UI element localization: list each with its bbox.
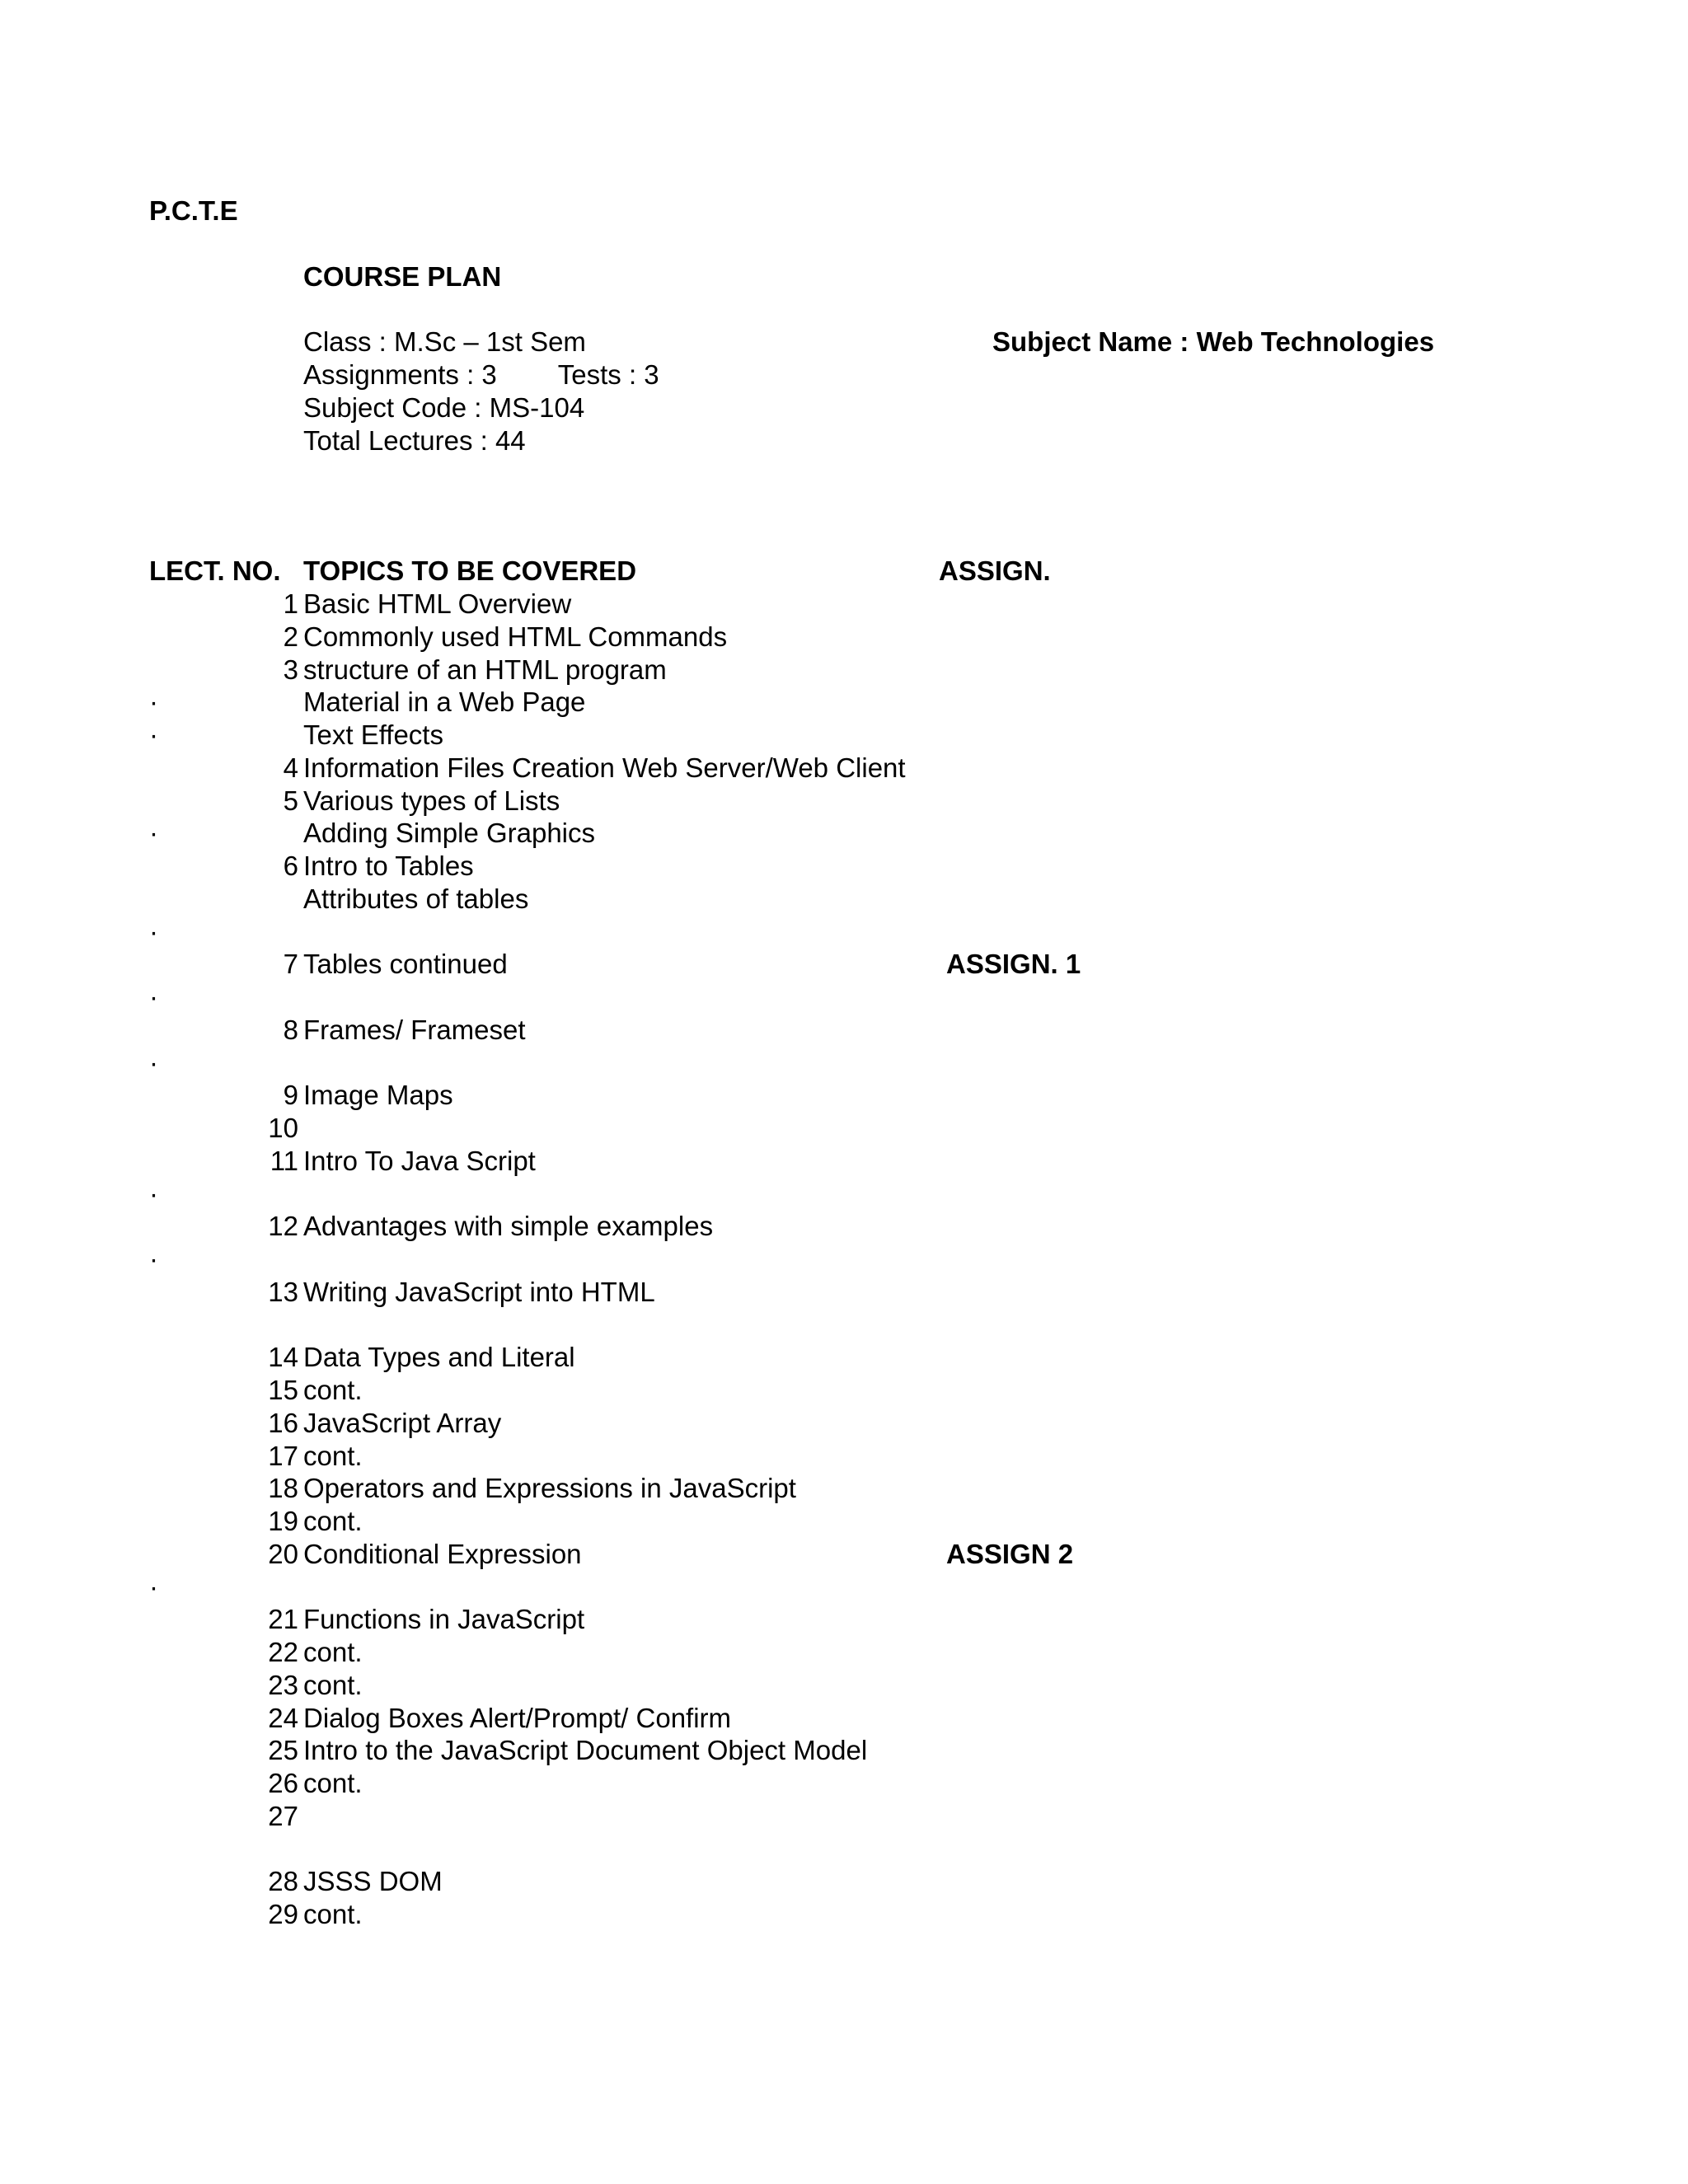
lecture-topic: cont. [303, 1768, 363, 1798]
lecture-topic: Dialog Boxes Alert/Prompt/ Confirm [303, 1702, 732, 1733]
row-bullet: · [149, 916, 158, 947]
table-row [0, 916, 1688, 949]
lecture-topic: structure of an HTML program [303, 654, 667, 685]
tests-count: Tests : 3 [557, 359, 659, 390]
lecture-topic: cont. [303, 1440, 363, 1471]
assignment-marker: ASSIGN. 1 [946, 949, 1081, 980]
table-row [0, 1800, 1688, 1833]
table-row [0, 1276, 1688, 1309]
subject-name: Subject Name : Web Technologies [992, 326, 1435, 357]
row-bullet: · [149, 1178, 158, 1209]
lecture-number: 22 [268, 1637, 298, 1667]
table-row [0, 752, 1688, 785]
table-row [0, 1505, 1688, 1538]
table-row [0, 1374, 1688, 1407]
table-row [0, 621, 1688, 654]
lecture-topic: JSSS DOM [303, 1866, 443, 1897]
column-header-topics: TOPICS TO BE COVERED [303, 555, 637, 586]
lecture-number: 28 [268, 1866, 298, 1897]
lecture-topic: Tables continued [303, 949, 508, 980]
table-row [0, 1407, 1688, 1440]
lecture-number: 27 [268, 1800, 298, 1831]
lecture-topic: cont. [303, 1637, 363, 1667]
assignments-tests-line [303, 359, 659, 391]
lecture-topic: Intro to the JavaScript Document Object Model [303, 1735, 868, 1766]
lecture-topic: Operators and Expressions in JavaScript [303, 1473, 796, 1504]
table-row [0, 1538, 1688, 1571]
lecture-number: 14 [268, 1342, 298, 1373]
column-header-lect-no: LECT. NO. [149, 555, 281, 586]
table-row [0, 1636, 1688, 1669]
lecture-topic: Text Effects [303, 719, 443, 750]
lecture-topic: Material in a Web Page [303, 687, 586, 718]
table-row [0, 1833, 1688, 1866]
lecture-topic: Various types of Lists [303, 785, 560, 816]
table-row [0, 1014, 1688, 1047]
lecture-topic: Intro to Tables [303, 851, 474, 881]
lecture-topic: Commonly used HTML Commands [303, 621, 728, 652]
lecture-number: 26 [268, 1768, 298, 1798]
table-row [0, 850, 1688, 883]
course-info [303, 326, 659, 457]
row-bullet: · [149, 687, 158, 718]
table-row [0, 817, 1688, 850]
table-row [0, 1472, 1688, 1505]
lecture-topic: Functions in JavaScript [303, 1604, 585, 1635]
lecture-topic: cont. [303, 1375, 363, 1405]
row-bullet: · [149, 1571, 158, 1602]
lecture-number: 29 [268, 1899, 298, 1929]
table-row [0, 1767, 1688, 1800]
lecture-number: 9 [283, 1080, 298, 1111]
table-row [0, 981, 1688, 1014]
lecture-topic: JavaScript Array [303, 1407, 502, 1438]
lecture-number: 21 [268, 1604, 298, 1635]
row-bullet: · [149, 818, 158, 849]
lecture-topic: cont. [303, 1669, 363, 1700]
table-row [0, 1571, 1688, 1604]
lecture-number: 15 [268, 1375, 298, 1405]
lecture-number: 24 [268, 1702, 298, 1733]
lecture-number: 2 [283, 621, 298, 652]
lecture-number: 20 [268, 1538, 298, 1569]
lecture-topic: Advantages with simple examples [303, 1211, 714, 1242]
lecture-number: 6 [283, 851, 298, 881]
lecture-topic: Attributes of tables [303, 883, 529, 914]
table-row [0, 1734, 1688, 1767]
row-bullet: · [149, 1244, 158, 1274]
lecture-number: 13 [268, 1276, 298, 1307]
lecture-topic: Writing JavaScript into HTML [303, 1276, 655, 1307]
lecture-topic: Image Maps [303, 1080, 453, 1111]
class-info: Class : M.Sc – 1st Sem [303, 326, 586, 357]
lecture-number: 8 [283, 1014, 298, 1045]
row-bullet: · [149, 1047, 158, 1078]
total-lectures: Total Lectures : 44 [303, 425, 526, 456]
institute-name: P.C.T.E [149, 195, 238, 226]
table-row [0, 1243, 1688, 1276]
lecture-topic: Data Types and Literal [303, 1342, 575, 1373]
row-bullet: · [149, 982, 158, 1012]
lecture-number: 11 [270, 1145, 298, 1176]
lecture-topic: Adding Simple Graphics [303, 818, 596, 849]
table-row [0, 1865, 1688, 1898]
table-row [0, 1440, 1688, 1473]
lecture-number: 25 [268, 1735, 298, 1766]
lecture-number: 18 [268, 1473, 298, 1504]
table-row [0, 1309, 1688, 1342]
table-row [0, 588, 1688, 621]
table-row [0, 948, 1688, 981]
lecture-topic: Basic HTML Overview [303, 588, 572, 619]
lecture-number: 1 [283, 588, 298, 619]
lecture-number: 23 [268, 1669, 298, 1700]
table-row [0, 1898, 1688, 1931]
table-row [0, 1079, 1688, 1112]
lecture-number: 4 [283, 752, 298, 783]
table-row [0, 1669, 1688, 1702]
lecture-number: 16 [268, 1407, 298, 1438]
lecture-table [0, 588, 1688, 1931]
table-row [0, 686, 1688, 719]
table-row [0, 654, 1688, 687]
lecture-number: 17 [268, 1440, 298, 1471]
lecture-number: 3 [283, 654, 298, 685]
table-row [0, 1603, 1688, 1636]
lecture-number: 7 [283, 949, 298, 980]
table-row [0, 1341, 1688, 1374]
table-row [0, 883, 1688, 916]
table-row [0, 785, 1688, 818]
table-row [0, 719, 1688, 752]
subject-code: Subject Code : MS-104 [303, 392, 585, 423]
page-title: COURSE PLAN [303, 261, 502, 292]
lecture-topic: Frames/ Frameset [303, 1014, 526, 1045]
table-row [0, 1178, 1688, 1211]
lecture-number: 5 [283, 785, 298, 816]
column-header-assign: ASSIGN. [939, 555, 1051, 586]
table-row [0, 1702, 1688, 1735]
lecture-topic: cont. [303, 1506, 363, 1536]
lecture-topic: cont. [303, 1899, 363, 1929]
lecture-number: 10 [268, 1113, 298, 1143]
row-bullet: · [149, 719, 158, 750]
lecture-topic: Conditional Expression [303, 1538, 582, 1569]
table-row [0, 1112, 1688, 1145]
assignment-marker: ASSIGN 2 [946, 1538, 1074, 1569]
table-row [0, 1047, 1688, 1080]
lecture-topic: Intro To Java Script [303, 1145, 536, 1176]
lecture-number: 12 [268, 1211, 298, 1242]
table-row [0, 1210, 1688, 1243]
lecture-number: 19 [268, 1506, 298, 1536]
lecture-topic: Information Files Creation Web Server/Web Client [303, 752, 906, 783]
table-row [0, 1145, 1688, 1178]
assignments-count: Assignments : 3 [303, 359, 497, 390]
